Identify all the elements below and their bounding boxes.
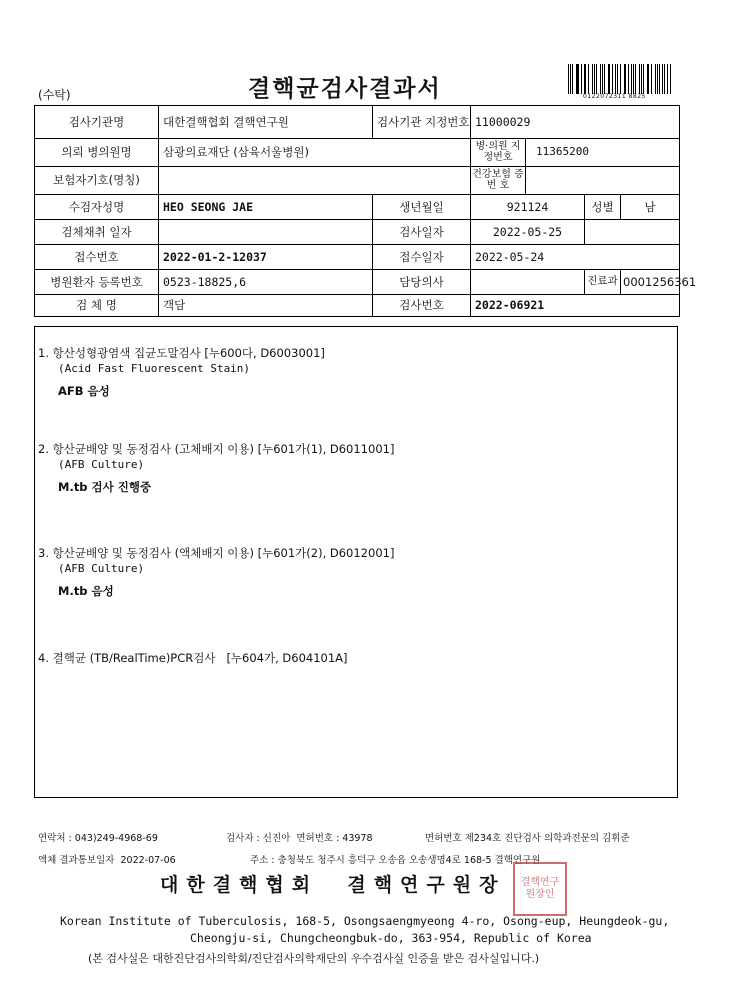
- address-en-line2: Cheongju-si, Chungcheongbuk-do, 363-954, Republic of Korea: [190, 931, 592, 945]
- barcode-bar: [596, 64, 597, 94]
- dob-label: 생년월일: [373, 195, 471, 220]
- barcode-bar: [604, 64, 605, 94]
- specialist: 면허번호 제234호 진단검사 의학과전문의 김휘준: [425, 833, 630, 844]
- barcode-number: 0122072311 8825: [583, 93, 646, 100]
- lab-name: 대한결핵협회 결핵연구원: [159, 106, 373, 139]
- specimen: 객담: [159, 295, 373, 317]
- barcode-bar: [615, 64, 616, 94]
- test-no-label: 검사번호: [373, 295, 471, 317]
- specimen-label: 검 체 명: [35, 295, 159, 317]
- document-title: 결핵균검사결과서: [248, 76, 442, 102]
- barcode-bar: [588, 64, 589, 94]
- receipt-no: 2022-01-2-12037: [159, 245, 373, 270]
- receipt-date-label: 접수일자: [373, 245, 471, 270]
- insured-label: 보험자기호(명칭): [35, 167, 159, 195]
- patient-name: HEO SEONG JAE: [159, 195, 373, 220]
- patient-name-label: 수검자성명: [35, 195, 159, 220]
- clinic-code: 11365200: [536, 145, 589, 159]
- test-date-label: 검사일자: [373, 220, 471, 245]
- director-title: 대한결핵협회 결핵연구원장: [160, 874, 506, 896]
- barcode-bar: [639, 64, 640, 94]
- lab-code-label: 검사기관 지정번호: [373, 106, 471, 139]
- receipt-no-label: 접수번호: [35, 245, 159, 270]
- certification-note: (본 검사실은 대한진단검사의학회/진단검사의학재단의 우수검사실 인증을 받은 검사실입니다.): [88, 952, 540, 965]
- result-value: AFB 음성: [58, 384, 110, 398]
- dob: 921124: [471, 195, 585, 220]
- receipt-date: 2022-05-24: [471, 245, 680, 270]
- result-item-title: 3. 항산균배양 및 동정검사 (액체배지 이용) [누601가(2), D6012001]: [38, 546, 395, 560]
- result-item-subtitle: (Acid Fast Fluorescent Stain): [58, 362, 251, 375]
- address-kr: 주소 : 충청북도 청주시 흥덕구 오송읍 오송생명4로 168-5 결핵연구원: [250, 855, 541, 866]
- barcode-bar: [568, 64, 569, 94]
- official-seal: [513, 862, 567, 916]
- lab-code: 11000029: [471, 106, 680, 139]
- result-value: M.tb 검사 진행중: [58, 480, 152, 494]
- barcode-bar: [655, 64, 656, 94]
- result-item-3: [38, 546, 394, 599]
- result-item-4: [38, 651, 348, 666]
- req-hospital: 삼광의료재단 (삼육서울병원): [159, 139, 471, 167]
- barcode-bar: [628, 64, 629, 94]
- result-item-1: [38, 346, 325, 399]
- barcode-bar: [662, 64, 663, 94]
- lab-name-label: 검사기관명: [35, 106, 159, 139]
- doctor-label: 담당의사: [373, 270, 471, 295]
- sex: 남: [621, 195, 680, 220]
- examiner: 검사자 : 신진아 면허번호 : 43978: [226, 833, 373, 844]
- dept-code: 0001256361: [621, 270, 680, 295]
- seal-text: 결핵연구원장인: [520, 877, 560, 900]
- entrusted-mark: (수탁): [38, 88, 71, 102]
- hosp-patient-no: 0523-18825,6: [159, 270, 373, 295]
- result-item-subtitle: (AFB Culture): [58, 458, 145, 471]
- clinic-code-label: 병·의원 지정번호: [471, 139, 526, 166]
- address-en-line1: Korean Institute of Tuberculosis, 168-5, Osongsaengmyeong 4-ro, Osong-eup, Heungdeok-gu,: [60, 914, 670, 928]
- req-hospital-label: 의뢰 병의원명: [35, 139, 159, 167]
- result-item-2: [38, 442, 394, 495]
- result-item-subtitle: (AFB Culture): [58, 562, 145, 575]
- result-value: M.tb 음성: [58, 584, 114, 598]
- contact: 연락처 : 043)249-4968-69: [38, 833, 158, 844]
- collect-date-label: 검체채취 일자: [35, 220, 159, 245]
- barcode-bar: [592, 64, 593, 94]
- barcode-bar: [648, 64, 649, 94]
- dept-label: 진료과: [585, 270, 621, 295]
- report-date: 액체 결과통보일자 2022-07-06: [38, 855, 176, 866]
- barcode: [568, 64, 672, 94]
- hosp-patient-no-label: 병원환자 등록번호: [35, 270, 159, 295]
- doctor: [471, 270, 585, 295]
- barcode-bar: [576, 64, 577, 94]
- barcode-bar: [620, 64, 621, 94]
- test-date: 2022-05-25: [471, 220, 585, 245]
- barcode-bar: [577, 64, 578, 94]
- result-item-title: 1. 항산성형광염색 집균도말검사 [누600다, D6003001]: [38, 346, 325, 360]
- barcode-bar: [641, 64, 642, 94]
- health-ins-label: 건강보험 증 번 호: [471, 167, 526, 194]
- test-no: 2022-06921: [471, 295, 680, 317]
- barcode-bar: [670, 64, 671, 94]
- insured-value: [159, 167, 471, 195]
- result-item-title: 2. 항산균배양 및 동정검사 (고체배지 이용) [누601가(1), D6011001]: [38, 442, 395, 456]
- result-item-title: 4. 결핵균 (TB/RealTime)PCR검사 [누604가, D604101A]: [38, 651, 348, 665]
- sex-label: 성별: [585, 195, 621, 220]
- info-table: [34, 105, 697, 317]
- barcode-bar: [612, 64, 613, 94]
- collect-date: [159, 220, 373, 245]
